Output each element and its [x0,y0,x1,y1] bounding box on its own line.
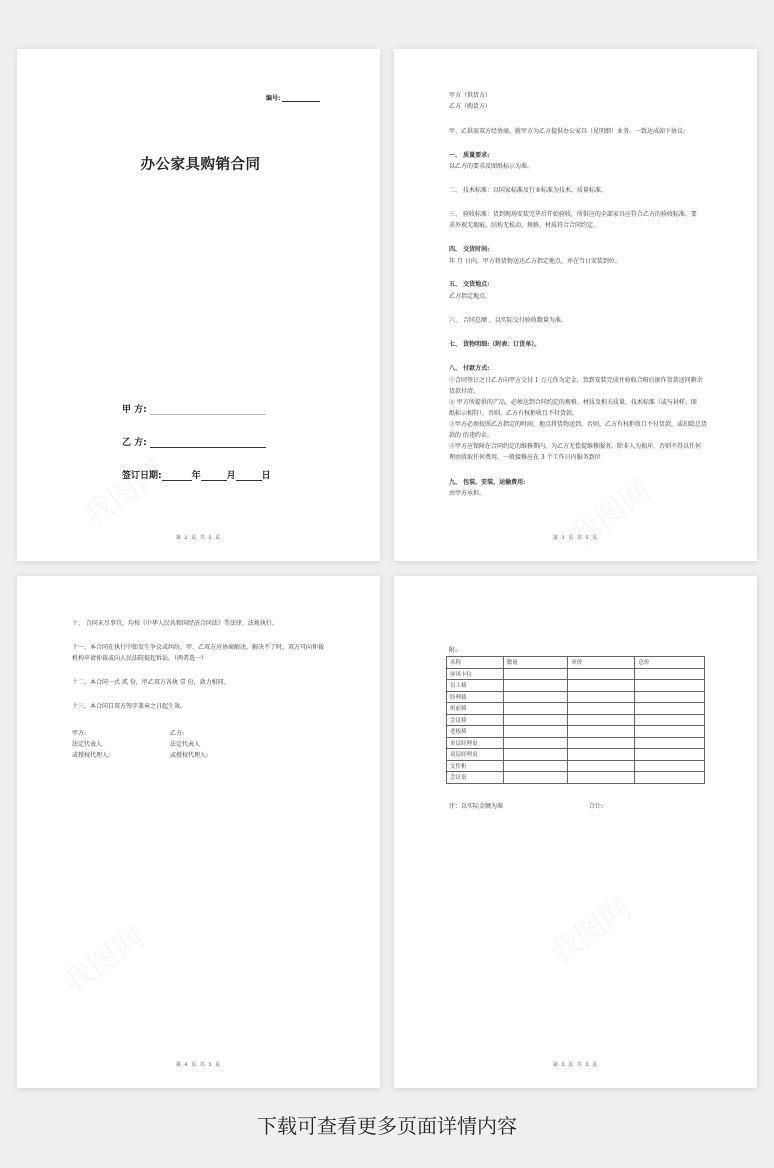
contract-page-terms [394,49,757,561]
month-label: 月 [226,471,236,481]
watermark [560,467,659,555]
section-text: 年 月 日内，甲方将货物送达乙方指定地点，并在当日安装到位。 [449,258,621,265]
party-b-line: 乙方（购货方） [449,103,492,110]
cell [568,772,635,784]
cell [503,691,568,703]
section-text: 二、 技术标准：以国家标准及行业标准为技术、质量标准。 [449,187,607,194]
cell [503,760,568,772]
cell [635,668,705,680]
section-heading: 九、 包装、安装、运输费用: [449,479,526,486]
sign-agent-a: 或授权代理人: [72,752,111,759]
cell [635,760,705,772]
cell [568,726,635,738]
table-row [447,680,705,692]
cell [635,714,705,726]
sign-rep-a: 法定代表人 [72,741,103,748]
clause-text: 十三、本合同自双方签字盖章之日起生效。 [72,703,187,710]
section-heading: 八、 付款方式: [449,365,490,372]
sign-party-b: 乙方: [170,730,185,737]
cell [503,668,568,680]
cell [568,714,635,726]
column-header: 数量 [503,657,568,669]
party-a-field [122,402,266,415]
section-text: 三、 验收标准：货到现场安装完毕后开始验收，所供应的全部家具应符合乙方的验收标准，要 [449,211,697,218]
cell [635,772,705,784]
page-footer: 第 5 页 共 5 页 [552,1062,599,1068]
item-name: 班前椅 [447,703,504,715]
contract-number-line [282,95,320,102]
sign-agent-b: 或授权代理人: [170,752,209,759]
contract-number-label: 编号: [266,95,281,102]
cell [503,749,568,761]
party-b-field [122,435,266,448]
sign-rep-b: 法定代表人 [170,741,201,748]
item-name: 屏风卡位 [447,668,504,680]
section-text: 乙方指定地点。 [449,293,492,300]
cell [503,772,568,784]
cell [568,703,635,715]
section-heading: 一、 质量要求: [449,152,490,159]
item-name: 双层经理桌 [447,749,504,761]
section-text: 货款付清。 [449,388,480,395]
section-heading: 七、 货物明细:（附表：订货单）。 [449,341,541,348]
contract-page-attachment [394,576,757,1088]
section-text: 六、 合同总额 ，以实际交付验收数量为准。 [449,317,567,324]
table-row [447,760,705,772]
table-row [447,668,705,680]
column-header: 总价 [635,657,705,669]
section-text: 求外观无瑕疵，结构无松动，规格、材质符合合同约定。 [449,222,600,229]
intro-paragraph: 甲、乙供需双方经协商，就甲方为乙方提供办公家具（见明细）业务，一致达成如下协议: [449,128,686,135]
cell [568,680,635,692]
contract-page-signatures [17,576,380,1088]
clause-text: 十、 合同未尽事宜，均按《中华人民共和国经济合同法》等法律、法规执行。 [72,620,278,627]
table-row [447,737,705,749]
cell [503,737,568,749]
cell [635,737,705,749]
sign-date-field [122,468,271,481]
clause-text: 十一、本合同在执行中如发生争议或纠纷，甲、乙双方应协商解决，解决不了时，双方可向仲裁 [72,644,325,651]
cell [568,749,635,761]
cell [635,749,705,761]
table-row [447,749,705,761]
item-name: 单层经理桌 [447,737,504,749]
attachment-label: 附: [449,647,458,654]
contract-title: 办公家具购销合同 [140,157,261,173]
item-name: 会议椅 [447,714,504,726]
table-row [447,691,705,703]
section-heading: 四、 交货时间: [449,246,490,253]
day-line [236,471,262,481]
table-row [447,772,705,784]
cell [503,680,568,692]
section-text: 由甲方承担。 [449,490,486,497]
page-footer: 第 3 页 共 5 页 [552,535,599,541]
watermark [540,884,639,972]
section-text: 以乙方的要求及图纸标示为准。 [449,163,534,170]
cell [503,714,568,726]
table-total-label: 合计: [589,803,604,810]
sign-date-label: 签订日期: [122,471,162,481]
clause-text: 机构申请仲裁或向人民法院提起诉讼。（两者选一） [72,655,208,662]
section-text: ④甲方应保障在合同约定的维修期内，为乙方无偿提维修服务，除非人为损坏，否则不得以任何 [449,443,702,450]
item-name: 老板椅 [447,726,504,738]
item-name: 会议桌 [447,772,504,784]
cell [568,668,635,680]
cell [568,737,635,749]
column-header: 单价 [568,657,635,669]
download-caption: 下载可查看更多页面详情内容 [257,1114,517,1138]
table-row [447,714,705,726]
cell [635,726,705,738]
year-line [162,471,192,481]
cell [635,691,705,703]
cell [503,726,568,738]
section-text: ①合同签订之日乙方向甲方交付 1 万元作为定金，货到安装完成并验收合格后据作货款送同剩余 [449,377,703,384]
cell [635,680,705,692]
party-a-label: 甲 方: [122,405,147,415]
watermark [53,914,152,1002]
item-name: 经理椅 [447,691,504,703]
section-text: ③甲方必须按照乙方指定的时间、地点将货物送到，否则，乙方有权拒收且不付货款，或扣除总货 [449,421,708,428]
page-footer: 第 2 页 共 5 页 [175,535,222,541]
contract-number [266,93,320,102]
section-text: 理由收取任何费用，一般接修应在 3 个工作日内服务到位 [449,454,601,461]
item-name: 文件柜 [447,760,504,772]
section-text: 款的 的违约金。 [449,432,493,439]
clause-text: 十二、本合同一式 贰 份，甲乙双方各执 壹 份，效力相同。 [72,679,230,686]
column-header: 名称 [447,657,504,669]
cell [503,703,568,715]
watermark [73,447,172,535]
contract-page-cover [17,49,380,561]
section-heading: 五、 交货地点: [449,281,490,288]
party-a-line [150,405,266,415]
party-b-label: 乙 方: [122,438,147,448]
day-label: 日 [261,471,271,481]
party-a-line: 甲方（供货方） [449,92,492,99]
table-row [447,726,705,738]
cell [568,760,635,772]
section-text: ② 甲方所提供的产品，必须达到合同约定的规格、材质及相关质量，技术标准（或与封样、图 [449,399,697,406]
item-name: 员工椅 [447,680,504,692]
table-note: 注：以实际金额为准 [449,803,504,810]
table-header-row [447,657,705,669]
month-line [201,471,227,481]
section-text: 纸标示相符）。否则，乙方有权拒收且不付货款。 [449,410,579,417]
year-label: 年 [191,471,201,481]
sign-party-a: 甲方: [72,730,87,737]
cell [635,703,705,715]
order-table [446,656,705,784]
cell [568,691,635,703]
page-footer: 第 4 页 共 5 页 [175,1062,222,1068]
table-row [447,703,705,715]
party-b-line [150,438,266,448]
